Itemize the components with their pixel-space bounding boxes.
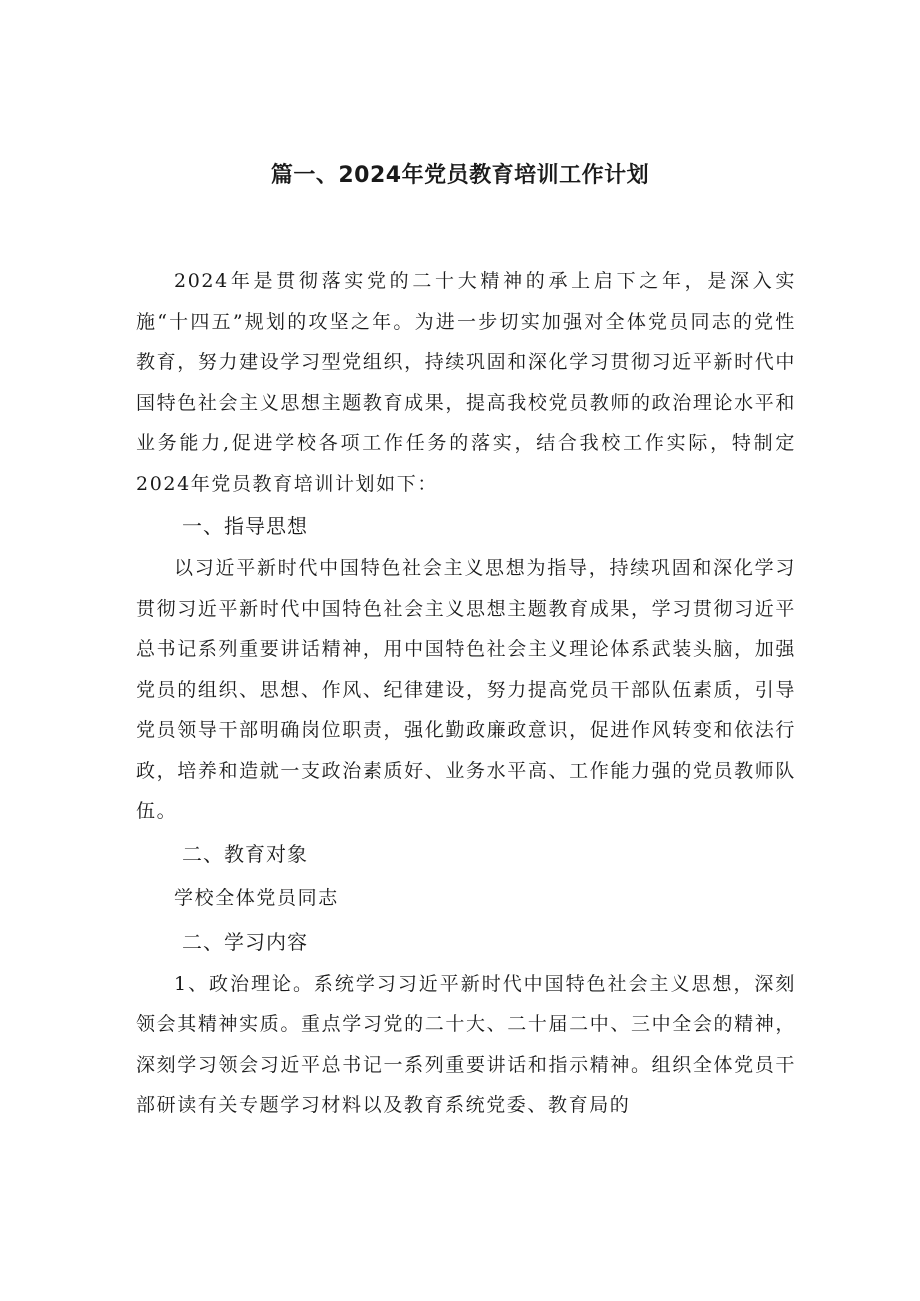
document-title: 篇一、2024年党员教育培训工作计划 <box>270 163 650 188</box>
section-text-guiding-ideology: 以习近平新时代中国特色社会主义思想为指导，持续巩固和深化学习贯彻习近平新时代中国特色社会主义思想主题教育成果，学习贯彻习近平总书记系列重要讲话精神，用中国特色社会主义理论体系武装头脑，加强党员的组织、思想、作风、纪律建设，努力提高党员干部队伍素质，引导党员领导干部明确岗位职责，强化勤政廉政意识，促进作风转变和依法行政，培养和造就一支政治素质好、业务水平高、工作能力强的党员教师队伍。 <box>136 557 796 822</box>
document-body <box>136 261 796 1126</box>
section-heading-study-content: 二、学习内容 <box>182 929 308 954</box>
section-heading-education-target: 二、教育对象 <box>182 841 308 866</box>
intro-paragraph: 2024年是贯彻落实党的二十大精神的承上启下之年，是深入实施“十四五”规划的攻坚之年。为进一步切实加强对全体党员同志的党性教育，努力建设学习型党组织，持续巩固和深化学习贯彻习近平新时代中国特色社会主义思想主题教育成果，提高我校党员教师的政治理论水平和业务能力,促进学校各项工作任务的落实，结合我校工作实际，特制定2024年党员教育培训计划如下： <box>136 270 796 495</box>
section-heading-guiding-ideology: 一、指导思想 <box>182 514 308 538</box>
section-text-education-target: 学校全体党员同志 <box>174 886 339 909</box>
section-text-study-content: 1、政治理论。系统学习习近平新时代中国特色社会主义思想，深刻领会其精神实质。重点学习党的二十大、二十届二中、三中全会的精神，深刻学习领会习近平总书记一系列重要讲话和指示精神。组织全体党员干部研读有关专题学习材料以及教育系统党委、教育局的 <box>136 972 796 1116</box>
